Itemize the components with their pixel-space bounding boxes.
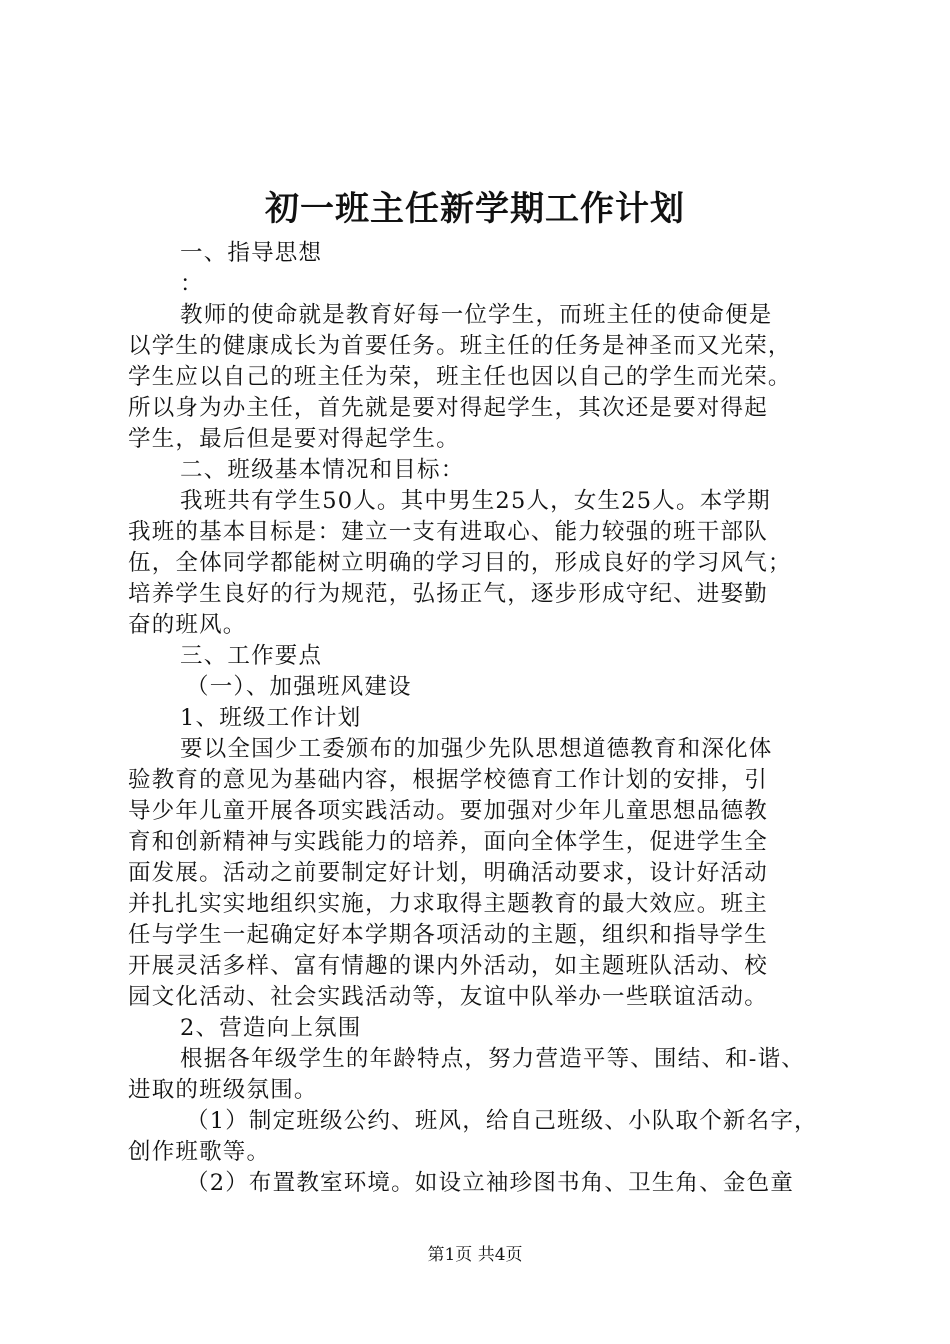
item-heading: 1、班级工作计划 [180, 705, 362, 731]
paragraph-line: 开展灵活多样、富有情趣的课内外活动，如主题班队活动、校 [128, 953, 768, 979]
paragraph-line: ： [180, 271, 204, 297]
list-item: （1）制定班级公约、班风，给自己班级、小队取个新名字， [186, 1108, 818, 1134]
paragraph-line: 育和创新精神与实践能力的培养，面向全体学生，促进学生全 [128, 829, 768, 855]
subsection-heading: （一）、加强班风建设 [186, 674, 412, 700]
section-heading-1: 一、指导思想 [180, 240, 323, 266]
paragraph-line: 并扎扎实实地组织实施，力求取得主题教育的最大效应。班主 [128, 891, 768, 917]
paragraph-line: 伍，全体同学都能树立明确的学习目的，形成良好的学习风气； [128, 550, 792, 576]
document-title: 初一班主任新学期工作计划 [265, 189, 685, 229]
paragraph-line: 所以身为办主任，首先就是要对得起学生，其次还是要对得起 [128, 395, 768, 421]
paragraph-line: 以学生的健康成长为首要任务。班主任的任务是神圣而又光荣， [128, 333, 792, 359]
paragraph-line: 教师的使命就是教育好每一位学生，而班主任的使命便是 [180, 302, 773, 328]
paragraph-line: 学生应以自己的班主任为荣，班主任也因以自己的学生而光荣。 [128, 364, 792, 390]
paragraph-line: 面发展。活动之前要制定好计划，明确活动要求，设计好活动 [128, 860, 768, 886]
paragraph-line: 我班的基本目标是：建立一支有进取心、能力较强的班干部队 [128, 519, 768, 545]
paragraph-line: 进取的班级氛围。 [128, 1077, 318, 1103]
paragraph-line: 创作班歌等。 [128, 1139, 271, 1165]
section-heading-3: 三、工作要点 [180, 643, 323, 669]
list-item: （2）布置教室环境。如设立袖珍图书角、卫生角、金色童 [186, 1170, 795, 1196]
page-number: 第1页 共4页 [427, 1245, 523, 1265]
section-heading-2: 二、班级基本情况和目标： [180, 457, 465, 483]
document-body [128, 238, 838, 1199]
paragraph-line: 验教育的意见为基础内容，根据学校德育工作计划的安排，引 [128, 767, 768, 793]
item-heading: 2、营造向上氛围 [180, 1015, 362, 1041]
paragraph-line: 园文化活动、社会实践活动等，友谊中队举办一些联谊活动。 [128, 984, 768, 1010]
paragraph-line: 根据各年级学生的年龄特点，努力营造平等、围结、和-谐、 [180, 1046, 806, 1072]
paragraph-line: 任与学生一起确定好本学期各项活动的主题，组织和指导学生 [128, 922, 768, 948]
paragraph-line: 要以全国少工委颁布的加强少先队思想道德教育和深化体 [180, 736, 773, 762]
paragraph-line: 奋的班风。 [128, 612, 247, 638]
paragraph-line: 培养学生良好的行为规范，弘扬正气，逐步形成守纪、进娶勤 [128, 581, 768, 607]
paragraph-line: 学生，最后但是要对得起学生。 [128, 426, 460, 452]
paragraph-line: 导少年儿童开展各项实践活动。要加强对少年儿童思想品德教 [128, 798, 768, 824]
paragraph-line: 我班共有学生50人。其中男生25人，女生25人。本学期 [180, 488, 771, 514]
